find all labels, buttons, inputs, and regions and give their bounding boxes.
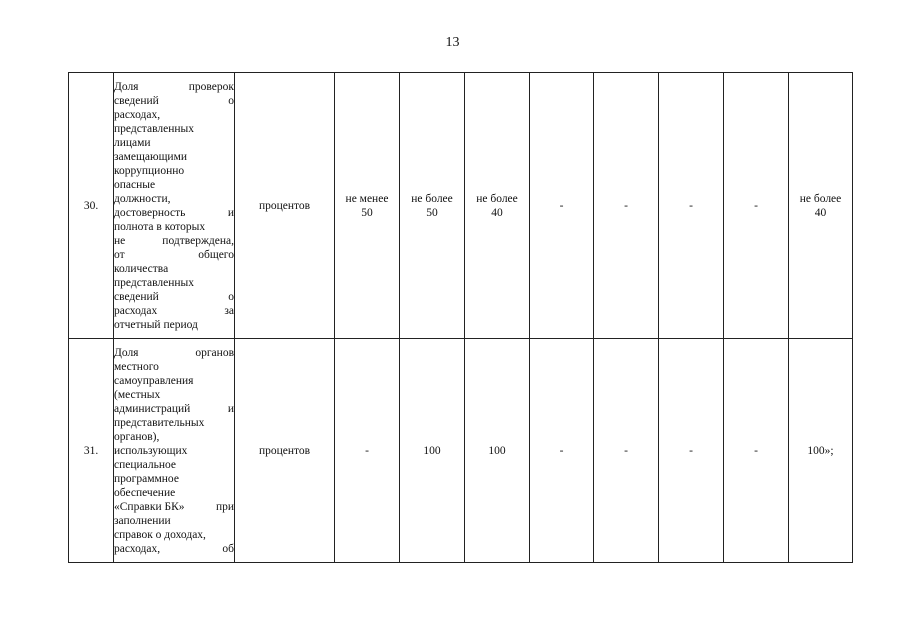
value-cell: - <box>335 339 400 563</box>
description-line: полнота в которых <box>114 220 206 233</box>
description-line: местного <box>114 360 159 373</box>
description-line: должности, <box>114 192 171 205</box>
value-cell: не менее 50 <box>335 73 400 339</box>
description-line: опасные <box>114 178 156 191</box>
unit-cell: процентов <box>235 73 335 339</box>
description-line: количества <box>114 262 169 275</box>
description-line: представленных <box>114 122 194 135</box>
description-line: сведений о <box>114 290 234 303</box>
value-cell: - <box>530 339 594 563</box>
row-number: 31. <box>69 339 114 563</box>
description-line: администраций и <box>114 402 234 415</box>
description-line: представительных <box>114 416 205 429</box>
description-line: расходах, <box>114 108 161 121</box>
description-line: от общего <box>114 248 234 261</box>
description-line: самоуправления <box>114 374 194 387</box>
value-cell: 100 <box>400 339 465 563</box>
description-line: использующих <box>114 444 188 457</box>
value-cell: - <box>724 73 789 339</box>
unit-cell: процентов <box>235 339 335 563</box>
description-line: обеспечение <box>114 486 176 499</box>
row-number: 30. <box>69 73 114 339</box>
value-cell: - <box>659 339 724 563</box>
description-line: специальное <box>114 458 177 471</box>
description-line: достоверность и <box>114 206 234 219</box>
page-number: 13 <box>445 35 460 50</box>
indicator-description <box>114 339 235 563</box>
value-cell: не более 50 <box>400 73 465 339</box>
value-cell: - <box>530 73 594 339</box>
value-cell: - <box>594 339 659 563</box>
description-line: замещающими <box>114 150 188 163</box>
description-line: лицами <box>114 136 151 149</box>
description-line: сведений о <box>114 94 234 107</box>
value-cell: не более 40 <box>465 73 530 339</box>
value-cell: 100 <box>465 339 530 563</box>
value-cell: - <box>659 73 724 339</box>
description-line: Доля проверок <box>114 80 234 93</box>
table-row <box>69 73 853 339</box>
description-line: заполнении <box>114 514 171 527</box>
indicator-description <box>114 73 235 339</box>
description-line: (местных <box>114 388 161 401</box>
value-cell: - <box>594 73 659 339</box>
description-line: представленных <box>114 276 194 289</box>
value-cell: - <box>724 339 789 563</box>
description-line: расходах за <box>114 304 234 317</box>
description-line: «Справки БК» при <box>114 500 234 513</box>
description-line: не подтверждена, <box>114 234 234 247</box>
value-cell: не более 40 <box>789 73 853 339</box>
value-cell: 100»; <box>789 339 853 563</box>
description-line: расходах, об <box>114 542 234 555</box>
description-line: Доля органов <box>114 346 234 359</box>
description-line: программное <box>114 472 179 485</box>
description-line: коррупционно <box>114 164 185 177</box>
description-line: справок о доходах, <box>114 528 206 541</box>
description-line: органов), <box>114 430 160 443</box>
description-line: отчетный период <box>114 318 198 331</box>
table-row <box>69 339 853 563</box>
table-body <box>69 73 853 563</box>
indicators-table <box>68 72 853 563</box>
